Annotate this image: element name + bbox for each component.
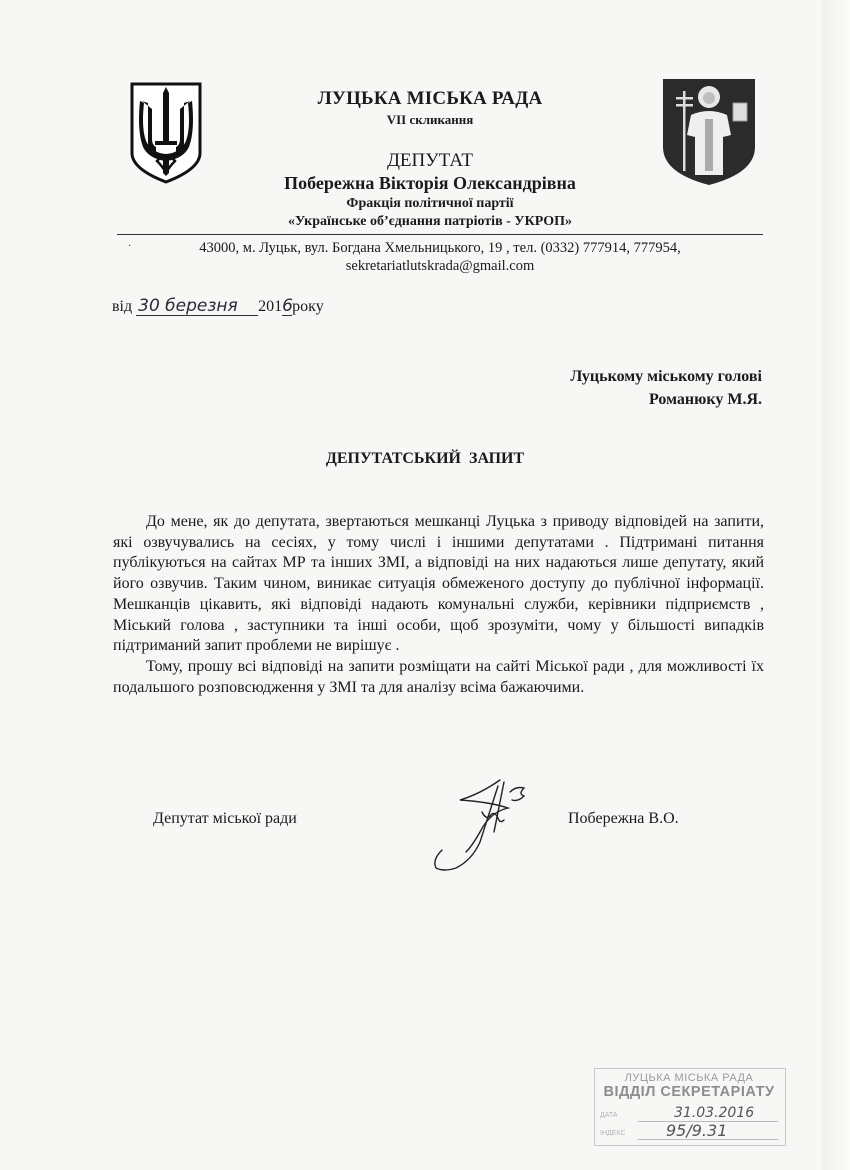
request-body [113,512,764,698]
ukraine-trident-icon [129,81,203,185]
document-title: ДЕПУТАТСЬКИЙ ЗАПИТ [325,450,525,467]
handwritten-signature [420,772,555,874]
addressee-name: Романюку М.Я. [649,391,762,408]
signatory-name: Побережна В.О. [568,810,679,827]
council-name: ЛУЦЬКА МІСЬКА РАДА [317,88,543,109]
stamp-department: ВІДДІЛ СЕКРЕТАРІАТУ [603,1084,775,1100]
stamp-council: ЛУЦЬКА МІСЬКА РАДА [624,1072,754,1084]
role-heading: ДЕПУТАТ [386,150,474,171]
lutsk-coat-of-arms-icon [661,77,757,187]
handwritten-year-digit: 6 [282,296,293,316]
stamp-date-value: 31.03.2016 [674,1105,755,1121]
deputy-name: Побережна Вікторія Олександрівна [284,173,576,193]
email-line: sekretariatlutskrada@gmail.com [345,258,535,274]
convocation: VII скликання [386,112,474,127]
registration-stamp [594,1068,786,1146]
stamp-date-label: ДАТА [600,1112,618,1119]
signatory-position: Депутат міської ради [153,810,297,827]
scan-edge [822,0,850,1170]
address-line: 43000, м. Луцьк, вул. Богдана Хмельницького, 19 , тел. (0332) 777914, 777954, [199,240,681,256]
handwritten-date: 30 березня [136,298,258,316]
year-printed: 201 [258,298,283,315]
date-prefix: від [112,298,133,315]
scan-speck: · [128,241,132,252]
body-paragraph: До мене, як до депутата, звертаються мешканці Луцька з приводу відповідей на запити, які озвучувались на сесіях, у тому числі і іншими депутатами . Підтримані питання публікуються на сайтах МР та інших ЗМІ, а відповіді на них надаються лише депутату, який його озвучив. Таким чином, виникає ситуація обмеженого доступу до публічної інформації. Мешканців цікавить, які відповіді надають комунальні служби, керівники підприємств , Міський голова , заступники та інші особи, щоб зрозуміти, чому у більшості випадків підтриманий запит проблеми не вирішує . [113,513,764,655]
letterhead-divider [117,234,763,235]
faction-label: Фракція політичної партії [346,196,514,211]
stamp-index-value: 95/9.31 [666,1121,728,1140]
stamp-index-label: ІНДЕКС [600,1130,626,1137]
body-paragraph: Тому, прошу всі відповіді на запити розміщати на сайті Міської ради , для можливості їх подальшого розповсюдження у ЗМІ та для аналізу всіма бажаючими. [113,657,764,696]
addressee-title: Луцькому міському голові [570,368,762,385]
party-name: «Українське об’єднання патріотів - УКРОП» [288,214,572,229]
date-suffix: року [292,298,324,315]
date-line [112,298,324,316]
